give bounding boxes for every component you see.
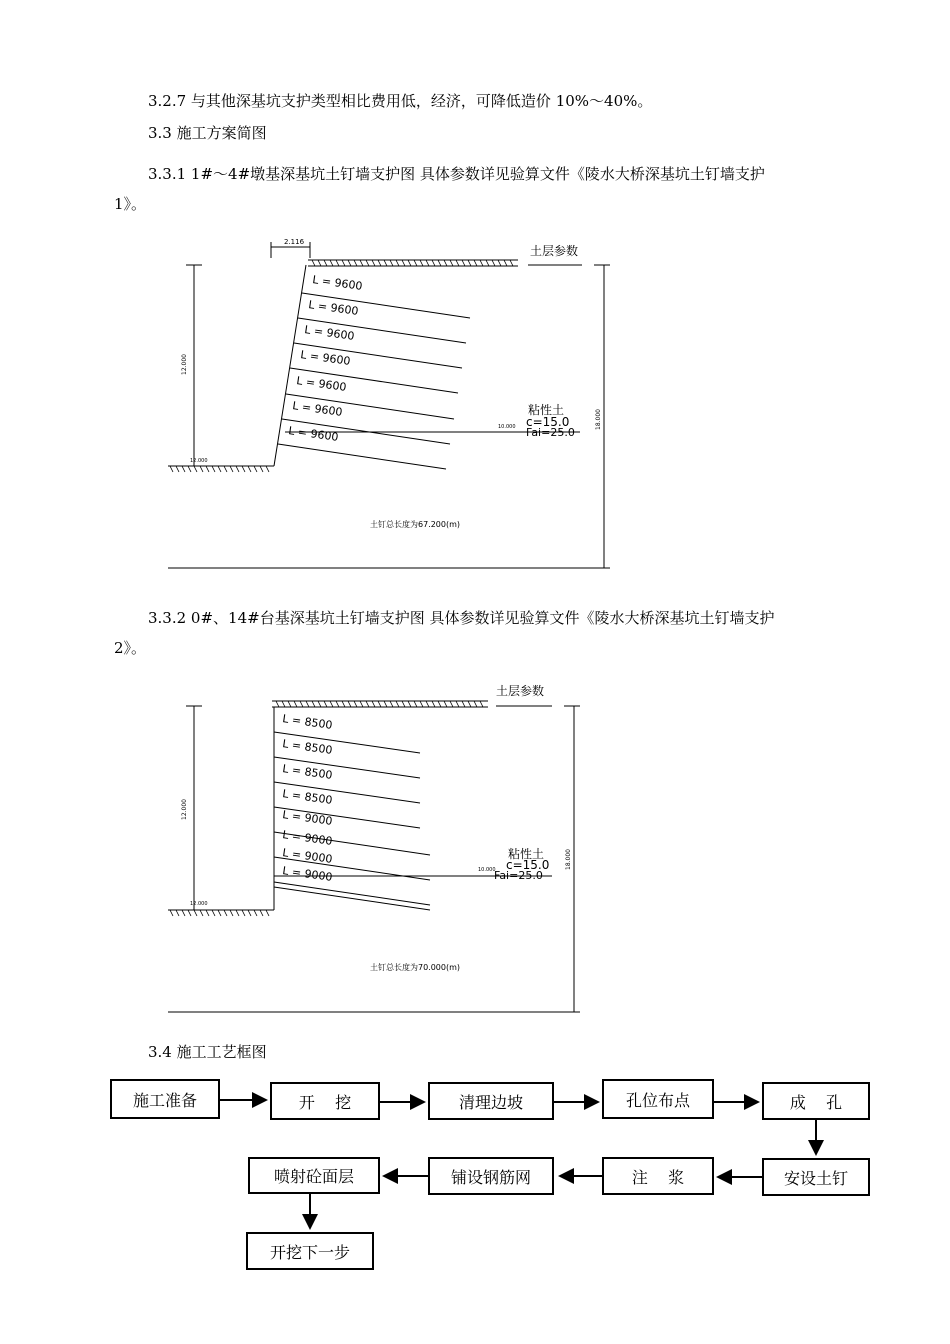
paragraph-331-line2: 1》。 [114, 195, 147, 213]
soil-c-label: c=15.0 [526, 415, 570, 429]
flow-box-grout: 注 浆 [602, 1157, 714, 1195]
flow-box-clean-slope: 清理边坡 [428, 1082, 554, 1120]
nail-length-label: L = 9600 [295, 374, 348, 394]
heading-33: 3.3 施工方案简图 [148, 124, 267, 142]
soil-c-label-2: c=15.0 [506, 858, 550, 872]
soil-name-label-2: 粘性土 [508, 847, 545, 861]
paragraph-332-line2: 2》。 [114, 639, 147, 657]
flow-box-excavate: 开 挖 [270, 1082, 380, 1120]
water-elev-label: 10.000 [498, 424, 516, 430]
nail-length-label: L = 9600 [307, 298, 360, 318]
soil-params-label: 土层参数 [530, 244, 579, 258]
flow-box-drill: 成 孔 [762, 1082, 870, 1120]
water-elev-label-2: 10.000 [478, 867, 496, 873]
flow-box-mesh: 铺设钢筋网 [428, 1157, 554, 1195]
nail-length-label: L = 9000 [281, 828, 334, 848]
flow-box-next-step: 开挖下一步 [246, 1232, 374, 1270]
nail-length-label: L = 8500 [281, 737, 334, 757]
nail-length-label: L = 9000 [281, 864, 334, 884]
left-dim-label: 12.000 [181, 354, 188, 375]
left-dim-label-2: 12.000 [181, 799, 188, 820]
soil-phi-label: Fai=25.0 [526, 426, 575, 439]
flow-box-hole-layout: 孔位布点 [602, 1079, 714, 1119]
heading-34: 3.4 施工工艺框图 [148, 1043, 267, 1061]
flow-box-prep: 施工准备 [110, 1079, 220, 1119]
nail-length-label: L = 9600 [299, 348, 352, 368]
nail-length-label: L = 9600 [287, 424, 340, 444]
soil-phi-label-2: Fai=25.0 [494, 869, 543, 882]
bottom-elev-label-2: 12.000 [190, 901, 208, 907]
nail-length-label: L = 9600 [303, 323, 356, 343]
soil-name-label: 粘性土 [528, 403, 565, 417]
flow-box-install-nail: 安设土钉 [762, 1158, 870, 1196]
bottom-elev-label: 12.000 [190, 458, 208, 464]
top-dim-label: 2.116 [284, 238, 305, 246]
right-dim-label: 18.000 [595, 409, 602, 430]
total-length-label-2: 土钉总长度为70.000(m) [370, 963, 461, 972]
nail-length-label: L = 8500 [281, 712, 334, 732]
paragraph-331-line1: 3.3.1 1#～4#墩基深基坑土钉墙支护图 具体参数详见验算文件《陵水大桥深基坑土钉墙支护 [148, 165, 765, 183]
flow-box-shotcrete: 喷射砼面层 [248, 1157, 380, 1194]
paragraph-327: 3.2.7 与其他深基坑支护类型相比费用低，经济，可降低造价 10%～40%。 [148, 92, 653, 110]
paragraph-332-line1: 3.3.2 0#、14#台基深基坑土钉墙支护图 具体参数详见验算文件《陵水大桥深基坑土钉墙支护 [148, 609, 775, 627]
nail-length-label: L = 9000 [281, 846, 334, 866]
nail-length-label: L = 9600 [291, 399, 344, 419]
soil-params-label-2: 土层参数 [496, 684, 545, 698]
nail-length-label: L = 9000 [281, 808, 334, 828]
total-length-label: 土钉总长度为67.200(m) [370, 520, 461, 529]
nail-length-label: L = 8500 [281, 762, 334, 782]
right-dim-label-2: 18.000 [565, 849, 572, 870]
nail-length-label: L = 8500 [281, 787, 334, 807]
nail-length-label: L = 9600 [311, 273, 364, 293]
